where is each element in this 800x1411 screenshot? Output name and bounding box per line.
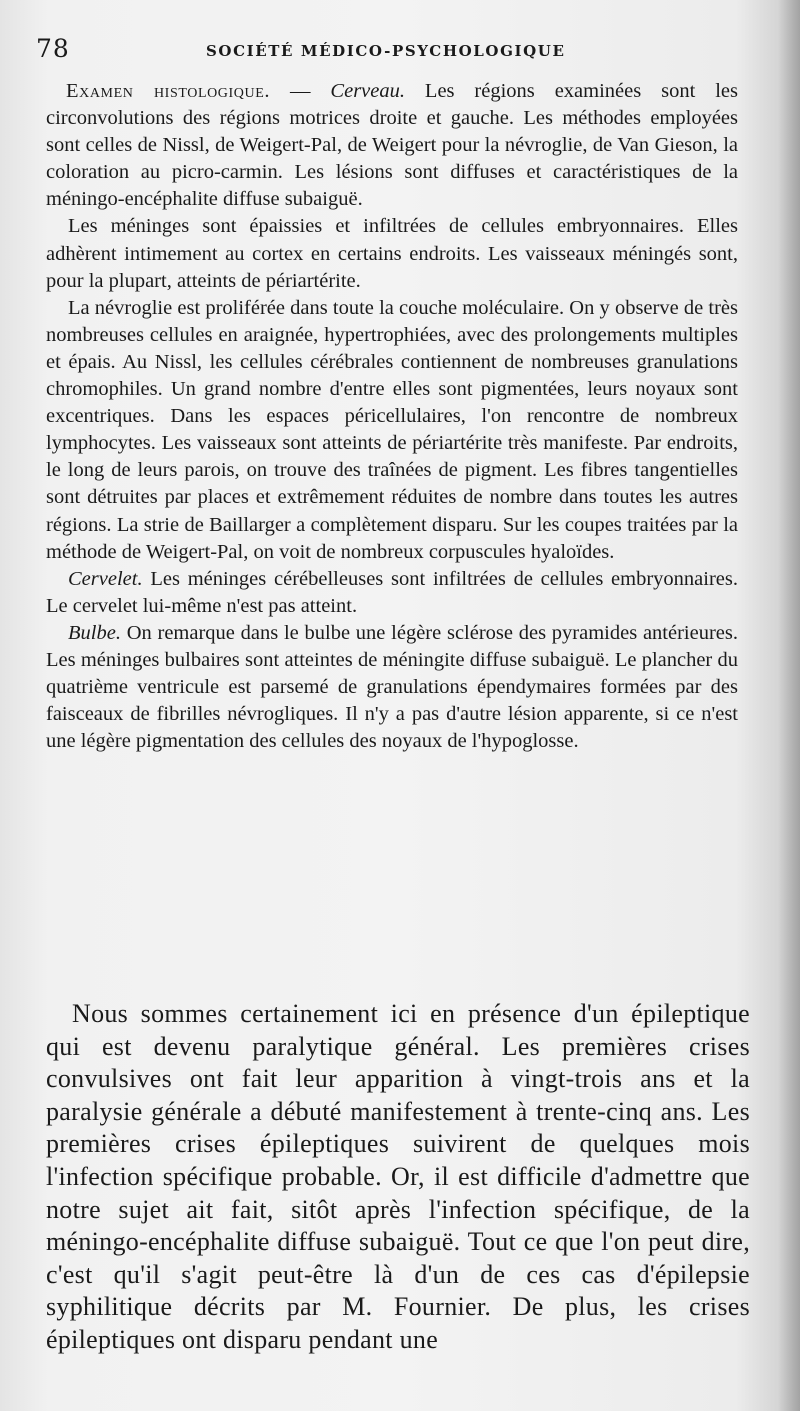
section-heading: Examen histologique. (66, 80, 271, 102)
histology-paragraph-nevroglie: La névroglie est proliférée dans toute la couche moléculaire. On y observe de très nombreuses cellules en araignée, hypertrophiées, avec des prolongements multiples et épais. Au Nissl, les cellules cérébrales contiennent de nombreuses granulations chromophiles. Un grand nombre d'entre elles sont pigmentées, leurs noyaux sont excentriques. Dans les espaces péricellulaires, l'on rencontre de nombreux lymphocytes. Les vaisseaux sont atteints de périartérite très manifeste. Par endroits, le long de leurs parois, on trouve des traînées de pigment. Les fibres tangentielles sont détruites par places et extrêmement réduites de nombre dans toutes les autres régions. La strie de Baillarger a complètement disparu. Sur les coupes traitées par la méthode de Weigert-Pal, on voit de nombreux corpuscules hyaloïdes. (46, 296, 738, 563)
region-label-bulbe: Bulbe. (68, 621, 121, 644)
page-number: 78 (36, 34, 70, 63)
paragraph-text: On remarque dans le bulbe une légère sclérose des pyramides antérieures. Les méninges bulbaires sont atteintes de méningite diffuse subaiguë. Le plancher du quatrième ventricule est parsemé de granulations épendymaires formées par des faisceaux de fibrilles névrogliques. Il n'y a pas d'autre lésion apparente, si ce n'est une légère pigmentation des cellules des noyaux de l'hypoglosse. (46, 621, 738, 753)
paragraph-text: Les méninges cérébelleuses sont infiltrées de cellules embryonnaires. Le cervelet lui-même n'est pas atteint. (46, 567, 738, 617)
page-header (36, 34, 768, 66)
histology-paragraph-meninges: Les méninges sont épaissies et infiltrées de cellules embryonnaires. Elles adhèrent intimement au cortex en certains endroits. Les vaisseaux méningés sont, pour la plupart, atteints de périartérite. (46, 215, 738, 292)
histology-paragraph-cervelet (46, 566, 738, 620)
paragraph-text: Les régions examinées sont les circonvolutions des régions motrices droite et gauche. Les méthodes employées sont celles de Nissl, de Weigert-Pal, de Weigert pour la névroglie, de Van Gieson, la coloration au picro-carmin. Les lésions sont diffuses et caractéristiques de la méningo-encéphalite diffuse subaiguë. (46, 80, 738, 211)
discussion-paragraph: Nous sommes certainement ici en présence d'un épileptique qui est devenu paralytique général. Les premières crises convulsives ont fait leur apparition à vingt-trois ans et la paralysie générale a débuté manifestement à trente-cinq ans. Les premières crises épileptiques suivirent de quelques mois l'infection spécifique probable. Or, il est difficile d'admettre que notre sujet ait fait, sitôt après l'infection spécifique, de la méningo-encéphalite diffuse subaiguë. Tout ce que l'on peut dire, c'est qu'il s'agit peut-être là d'un de ces cas d'épilepsie syphilitique décrits par M. Fournier. De plus, les crises épileptiques ont disparu pendant une (46, 999, 750, 1354)
running-title: SOCIÉTÉ MÉDICO-PSYCHOLOGIQUE (206, 42, 566, 60)
region-label-cerveau: Cerveau. (330, 80, 405, 102)
histology-paragraph-bulbe (46, 620, 738, 755)
binding-shadow (778, 0, 800, 1411)
histology-paragraph-cerveau (46, 78, 738, 213)
histology-section (46, 78, 738, 755)
region-label-cervelet: Cervelet. (68, 567, 143, 590)
heading-dash: — (270, 80, 331, 102)
discussion-section (46, 998, 750, 1357)
